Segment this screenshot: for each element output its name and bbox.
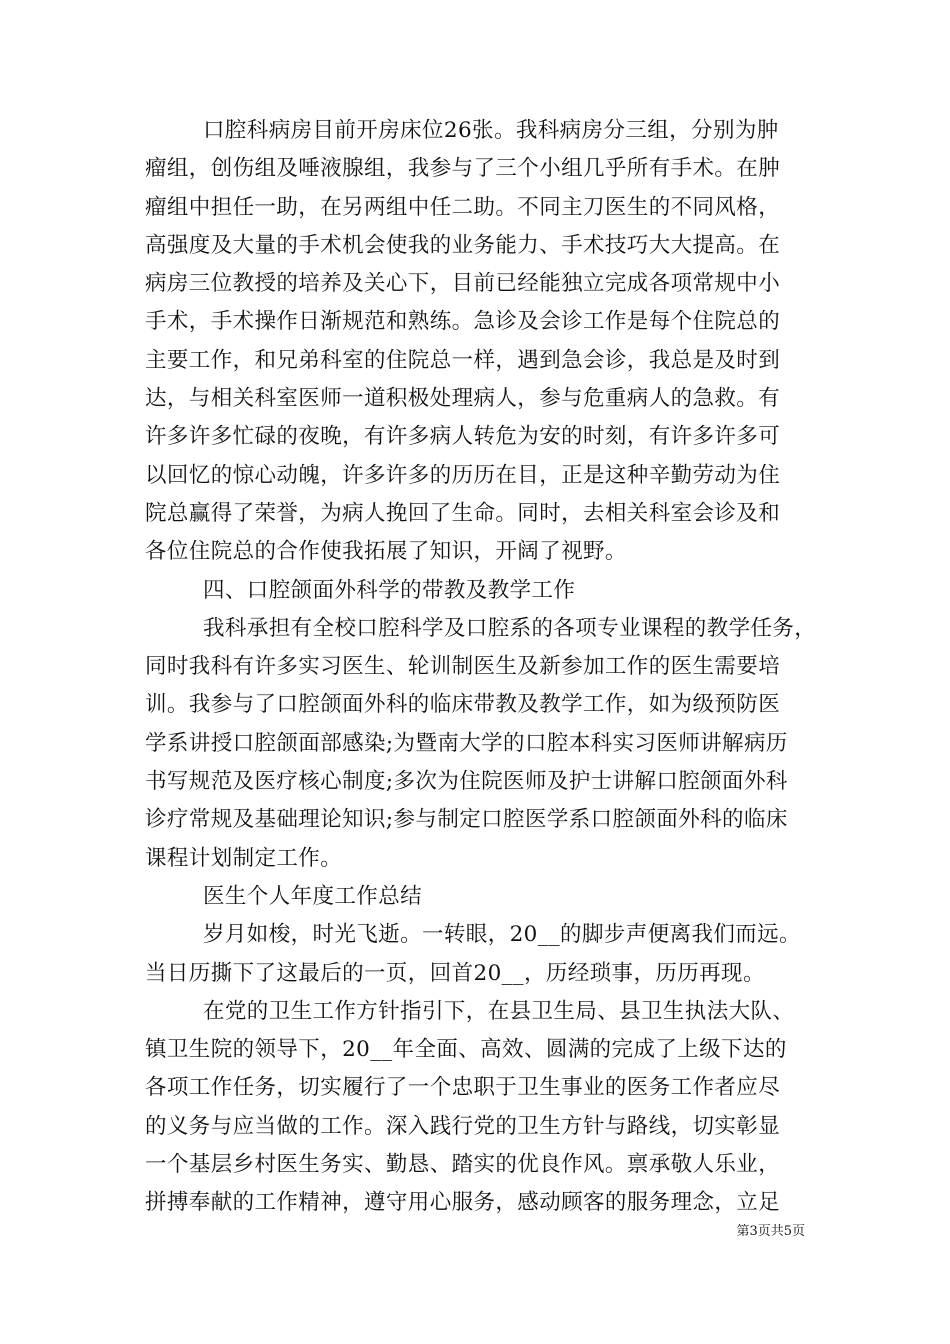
page-number-label: 第3页共5页 bbox=[736, 1224, 805, 1239]
document-title: 医生个人年度工作总结 bbox=[203, 883, 423, 909]
paragraph-line: 达，与相关科室医师一道积极处理病人，参与危重病人的急救。有 bbox=[145, 386, 781, 412]
paragraph-line: 的义务与应当做的工作。深入践行党的卫生方针与路线，切实彰显 bbox=[145, 1113, 781, 1139]
document-body bbox=[145, 112, 825, 1223]
paragraph-line: 一个基层乡村医生务实、勤恳、踏实的优良作风。禀承敬人乐业， bbox=[145, 1152, 781, 1178]
paragraph-line: 在党的卫生工作方针指引下，在县卫生局、县卫生执法大队、 bbox=[203, 998, 795, 1024]
paragraph-line: 我科承担有全校口腔科学及口腔系的各项专业课程的教学任务， bbox=[203, 615, 817, 641]
paragraph-line: 镇卫生院的领导下，20__年全面、高效、圆满的完成了上级下达的 bbox=[145, 1037, 787, 1063]
paragraph-line: 拼搏奉献的工作精神，遵守用心服务，感动顾客的服务理念，立足 bbox=[145, 1190, 781, 1216]
paragraph-line: 瘤组中担任一助，在另两组中任二助。不同主刀医生的不同风格， bbox=[145, 194, 781, 220]
paragraph-line: 高强度及大量的手术机会使我的业务能力、手术技巧大大提高。在 bbox=[145, 232, 781, 258]
paragraph-line: 当日历撕下了这最后的一页，回首20__，历经琐事，历历再现。 bbox=[145, 960, 765, 986]
paragraph-line: 许多许多忙碌的夜晚，有许多病人转危为安的时刻，有许多许多可 bbox=[145, 424, 781, 450]
paragraph-line: 学系讲授口腔颌面部感染;为暨南大学的口腔本科实习医师讲解病历 bbox=[145, 730, 788, 756]
paragraph-line: 手术，手术操作日渐规范和熟练。急诊及会诊工作是每个住院总的 bbox=[145, 309, 781, 335]
paragraph-line: 岁月如梭，时光飞逝。一转眼，20__的脚步声便离我们而远。 bbox=[203, 922, 801, 948]
paragraph-line: 瘤组，创伤组及唾液腺组，我参与了三个小组几乎所有手术。在肿 bbox=[145, 156, 781, 182]
paragraph-line: 同时我科有许多实习医生、轮训制医生及新参加工作的医生需要培 bbox=[145, 654, 781, 680]
paragraph-line: 口腔科病房目前开房床位26张。我科病房分三组，分别为肿 bbox=[203, 118, 779, 143]
paragraph-line: 各项工作任务，切实履行了一个忠职于卫生事业的医务工作者应尽 bbox=[145, 1075, 781, 1101]
paragraph-line: 训。我参与了口腔颌面外科的临床带教及教学工作，如为级预防医 bbox=[145, 692, 781, 718]
paragraph-line: 以回忆的惊心动魄，许多许多的历历在目，正是这种辛勤劳动为住 bbox=[145, 462, 781, 488]
paragraph-line: 诊疗常规及基础理论知识;参与制定口腔医学系口腔颌面外科的临床 bbox=[145, 807, 788, 833]
paragraph-line: 主要工作，和兄弟科室的住院总一样，遇到急会诊，我总是及时到 bbox=[145, 347, 781, 373]
paragraph-line: 院总赢得了荣誉，为病人挽回了生命。同时，去相关科室会诊及和 bbox=[145, 500, 781, 526]
paragraph-line: 病房三位教授的培养及关心下，目前已经能独立完成各项常规中小 bbox=[145, 271, 781, 297]
paragraph-line: 书写规范及医疗核心制度;多次为住院医师及护士讲解口腔颌面外科 bbox=[145, 769, 788, 795]
paragraph-line: 各位住院总的合作使我拓展了知识，开阔了视野。 bbox=[145, 539, 627, 565]
page-number bbox=[736, 1223, 805, 1241]
paragraph-line: 课程计划制定工作。 bbox=[145, 845, 343, 871]
section-heading: 四、口腔颌面外科学的带教及教学工作 bbox=[203, 577, 576, 603]
